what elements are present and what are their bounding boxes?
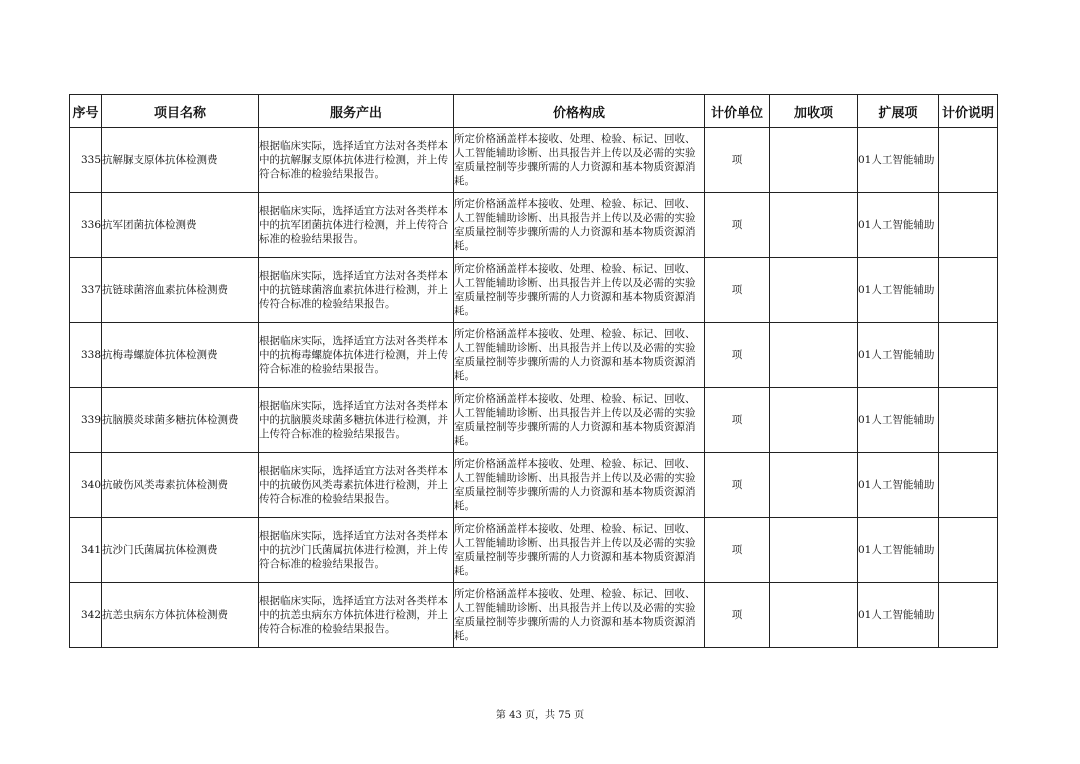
cell-item-name: 抗沙门氏菌属抗体检测费 [102, 518, 259, 583]
header-price-composition: 价格构成 [454, 95, 705, 128]
cell-seq: 335 [70, 128, 102, 193]
cell-item-name: 抗军团菌抗体检测费 [102, 193, 259, 258]
cell-pricing-unit: 项 [705, 518, 770, 583]
cell-pricing-note [939, 128, 998, 193]
table-row [70, 583, 998, 648]
cell-price-composition: 所定价格涵盖样本接收、处理、检验、标记、回收、人工智能辅助诊断、出具报告并上传以及必需的实验室质量控制等步骤所需的人力资源和基本物质资源消耗。 [454, 323, 705, 388]
cell-item-name: 抗破伤风类毒素抗体检测费 [102, 453, 259, 518]
cell-surcharge [770, 258, 858, 323]
cell-pricing-note [939, 388, 998, 453]
cell-pricing-note [939, 583, 998, 648]
cell-item-name: 抗恙虫病东方体抗体检测费 [102, 583, 259, 648]
cell-extension: 01人工智能辅助 [858, 128, 939, 193]
cell-extension: 01人工智能辅助 [858, 388, 939, 453]
cell-service-output: 根据临床实际，选择适宜方法对各类样本中的抗沙门氏菌属抗体进行检测，并上传符合标准的检验结果报告。 [259, 518, 454, 583]
page-number: 第 43 页，共 75 页 [495, 710, 585, 721]
table-row [70, 128, 998, 193]
cell-seq: 341 [70, 518, 102, 583]
cell-pricing-unit: 项 [705, 258, 770, 323]
cell-extension: 01人工智能辅助 [858, 453, 939, 518]
cell-service-output: 根据临床实际，选择适宜方法对各类样本中的抗恙虫病东方体抗体进行检测，并上传符合标准的检验结果报告。 [259, 583, 454, 648]
cell-service-output: 根据临床实际，选择适宜方法对各类样本中的抗军团菌抗体进行检测，并上传符合标准的检验结果报告。 [259, 193, 454, 258]
cell-service-output: 根据临床实际，选择适宜方法对各类样本中的抗链球菌溶血素抗体进行检测，并上传符合标准的检验结果报告。 [259, 258, 454, 323]
cell-item-name: 抗脑膜炎球菌多糖抗体检测费 [102, 388, 259, 453]
cell-item-name: 抗解脲支原体抗体检测费 [102, 128, 259, 193]
cell-extension: 01人工智能辅助 [858, 323, 939, 388]
cell-pricing-note [939, 453, 998, 518]
cell-extension: 01人工智能辅助 [858, 583, 939, 648]
cell-pricing-note [939, 258, 998, 323]
cell-pricing-unit: 项 [705, 453, 770, 518]
cell-extension: 01人工智能辅助 [858, 518, 939, 583]
cell-surcharge [770, 453, 858, 518]
pricing-table [69, 94, 998, 648]
cell-price-composition: 所定价格涵盖样本接收、处理、检验、标记、回收、人工智能辅助诊断、出具报告并上传以及必需的实验室质量控制等步骤所需的人力资源和基本物质资源消耗。 [454, 453, 705, 518]
table-row [70, 518, 998, 583]
cell-surcharge [770, 518, 858, 583]
table-row [70, 193, 998, 258]
cell-seq: 340 [70, 453, 102, 518]
cell-price-composition: 所定价格涵盖样本接收、处理、检验、标记、回收、人工智能辅助诊断、出具报告并上传以及必需的实验室质量控制等步骤所需的人力资源和基本物质资源消耗。 [454, 518, 705, 583]
cell-pricing-note [939, 323, 998, 388]
table-row [70, 453, 998, 518]
cell-pricing-unit: 项 [705, 323, 770, 388]
cell-seq: 342 [70, 583, 102, 648]
cell-price-composition: 所定价格涵盖样本接收、处理、检验、标记、回收、人工智能辅助诊断、出具报告并上传以及必需的实验室质量控制等步骤所需的人力资源和基本物质资源消耗。 [454, 258, 705, 323]
cell-pricing-unit: 项 [705, 128, 770, 193]
cell-surcharge [770, 583, 858, 648]
table-row [70, 258, 998, 323]
cell-price-composition: 所定价格涵盖样本接收、处理、检验、标记、回收、人工智能辅助诊断、出具报告并上传以及必需的实验室质量控制等步骤所需的人力资源和基本物质资源消耗。 [454, 583, 705, 648]
cell-seq: 339 [70, 388, 102, 453]
cell-seq: 336 [70, 193, 102, 258]
header-pricing-note: 计价说明 [939, 95, 998, 128]
cell-service-output: 根据临床实际，选择适宜方法对各类样本中的抗脑膜炎球菌多糖抗体进行检测，并上传符合标准的检验结果报告。 [259, 388, 454, 453]
cell-pricing-unit: 项 [705, 388, 770, 453]
header-service-output: 服务产出 [259, 95, 454, 128]
cell-surcharge [770, 388, 858, 453]
cell-pricing-note [939, 193, 998, 258]
cell-service-output: 根据临床实际，选择适宜方法对各类样本中的抗破伤风类毒素抗体进行检测，并上传符合标准的检验结果报告。 [259, 453, 454, 518]
cell-item-name: 抗链球菌溶血素抗体检测费 [102, 258, 259, 323]
cell-surcharge [770, 128, 858, 193]
cell-seq: 338 [70, 323, 102, 388]
cell-pricing-unit: 项 [705, 193, 770, 258]
header-item-name: 项目名称 [102, 95, 259, 128]
cell-pricing-note [939, 518, 998, 583]
table-header-row [70, 95, 998, 128]
table-row [70, 388, 998, 453]
table-row [70, 323, 998, 388]
cell-seq: 337 [70, 258, 102, 323]
cell-item-name: 抗梅毒螺旋体抗体检测费 [102, 323, 259, 388]
header-seq: 序号 [70, 95, 102, 128]
cell-price-composition: 所定价格涵盖样本接收、处理、检验、标记、回收、人工智能辅助诊断、出具报告并上传以及必需的实验室质量控制等步骤所需的人力资源和基本物质资源消耗。 [454, 193, 705, 258]
header-pricing-unit: 计价单位 [705, 95, 770, 128]
cell-price-composition: 所定价格涵盖样本接收、处理、检验、标记、回收、人工智能辅助诊断、出具报告并上传以及必需的实验室质量控制等步骤所需的人力资源和基本物质资源消耗。 [454, 128, 705, 193]
cell-surcharge [770, 323, 858, 388]
cell-pricing-unit: 项 [705, 583, 770, 648]
header-surcharge: 加收项 [770, 95, 858, 128]
header-extension: 扩展项 [858, 95, 939, 128]
cell-price-composition: 所定价格涵盖样本接收、处理、检验、标记、回收、人工智能辅助诊断、出具报告并上传以及必需的实验室质量控制等步骤所需的人力资源和基本物质资源消耗。 [454, 388, 705, 453]
cell-extension: 01人工智能辅助 [858, 258, 939, 323]
cell-service-output: 根据临床实际，选择适宜方法对各类样本中的抗解脲支原体抗体进行检测，并上传符合标准的检验结果报告。 [259, 128, 454, 193]
cell-service-output: 根据临床实际，选择适宜方法对各类样本中的抗梅毒螺旋体抗体进行检测，并上传符合标准的检验结果报告。 [259, 323, 454, 388]
cell-extension: 01人工智能辅助 [858, 193, 939, 258]
cell-surcharge [770, 193, 858, 258]
